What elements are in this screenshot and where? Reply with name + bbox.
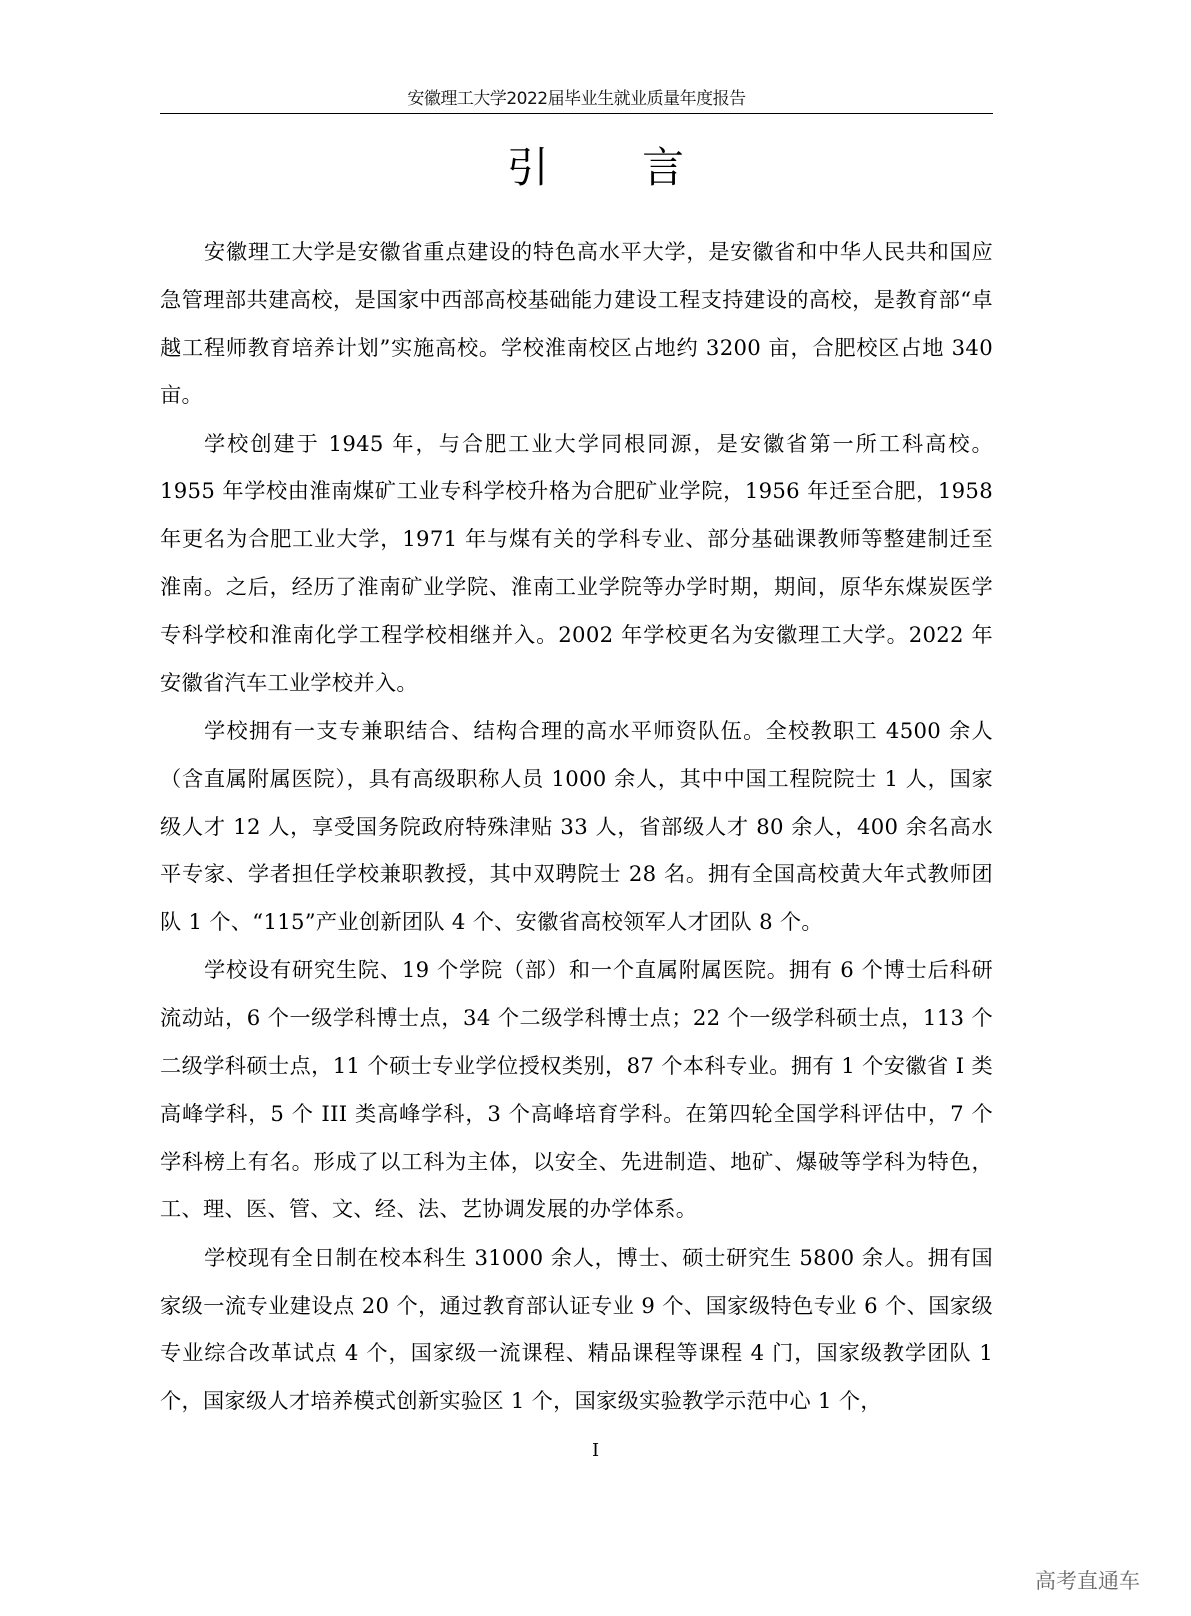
header-rule [160, 113, 993, 114]
running-header: 安徽理工大学2022届毕业生就业质量年度报告 [407, 89, 746, 109]
paragraph: 安徽理工大学是安徽省重点建设的特色高水平大学，是安徽省和中华人民共和国应急管理部共建高校，是国家中西部高校基础能力建设工程支持建设的高校，是教育部“卓越工程师教育培养计划”实施高校。学校淮南校区占地约 3200 亩，合肥校区占地 340 亩。 [160, 239, 993, 408]
page-title: 引 言 [506, 143, 725, 192]
body-text [160, 228, 993, 1425]
watermark: 高考直通车 [1035, 1569, 1140, 1593]
paragraph: 学校创建于 1945 年，与合肥工业大学同根同源，是安徽省第一所工科高校。1955 年学校由淮南煤矿工业专科学校升格为合肥矿业学院，1956 年迁至合肥，1958 年更名为合肥工业大学，1971 年与煤有关的学科专业、部分基础课教师等整建制迁至淮南。之后，经历了淮南矿业学院、淮南工业学院等办学时期，期间，原华东煤炭医学专科学校和淮南化学工程学校相继并入。2002 年学校更名为安徽理工大学。2022 年安徽省汽车工业学校并入。 [160, 430, 993, 695]
paragraph: 学校设有研究生院、19 个学院（部）和一个直属附属医院。拥有 6 个博士后科研流动站，6 个一级学科博士点，34 个二级学科博士点；22 个一级学科硕士点，113 个二级学科硕士点，11 个硕士专业学位授权类别，87 个本科专业。拥有 1 个安徽省 I 类高峰学科，5 个 III 类高峰学科，3 个高峰培育学科。在第四轮全国学科评估中，7 个学科榜上有名。形成了以工科为主体，以安全、先进制造、地矿、爆破等学科为特色，工、理、医、管、文、经、法、艺协调发展的办学体系。 [160, 957, 993, 1222]
paragraph: 学校拥有一支专兼职结合、结构合理的高水平师资队伍。全校教职工 4500 余人（含直属附属医院），具有高级职称人员 1000 余人，其中中国工程院院士 1 人，国家级人才 12 人，享受国务院政府特殊津贴 33 人，省部级人才 80 余人，400 余名高水平专家、学者担任学校兼职教授，其中双聘院士 28 名。拥有全国高校黄大年式教师团队 1 个、“115”产业创新团队 4 个、安徽省高校领军人才团队 8 个。 [160, 717, 993, 935]
paragraph: 学校现有全日制在校本科生 31000 余人，博士、硕士研究生 5800 余人。拥有国家级一流专业建设点 20 个，通过教育部认证专业 9 个、国家级特色专业 6 个、国家级专业综合改革试点 4 个，国家级一流课程、精品课程等课程 4 门，国家级教学团队 1 个，国家级人才培养模式创新实验区 1 个，国家级实验教学示范中心 1 个， [160, 1244, 993, 1414]
page-number: I [591, 1440, 600, 1461]
